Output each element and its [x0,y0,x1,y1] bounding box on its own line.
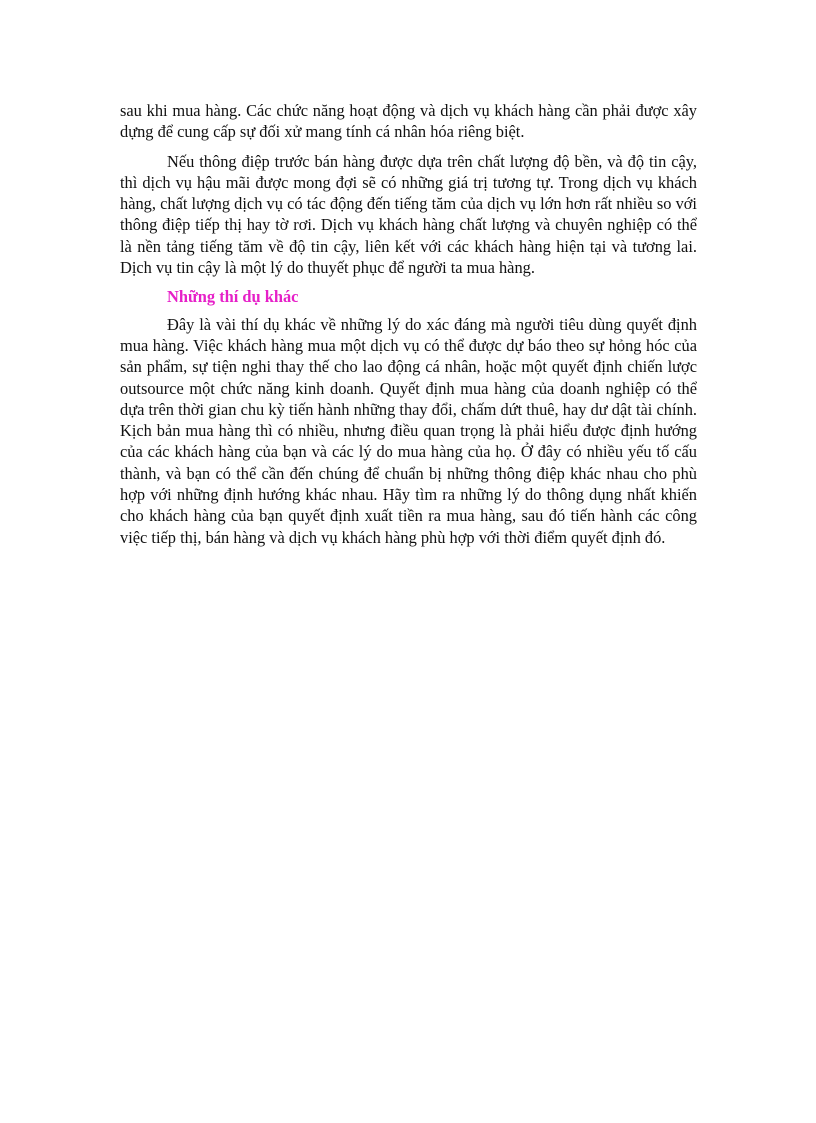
body-paragraph-other-examples: Đây là vài thí dụ khác về những lý do xác đáng mà người tiêu dùng quyết định mua hàng. Việc khách hàng mua một dịch vụ có thể được dự báo theo sự hỏng hóc của sản phẩm, sự tiện nghi thay thế cho lao động cá nhân, hoặc một quyết định chiến lược outsource một chức năng kinh doanh. Quyết định mua hàng của doanh nghiệp có thể dựa trên thời gian chu kỳ tiến hành những thay đổi, chấm dứt thuê, hay dư dật tài chính. Kịch bản mua hàng thì có nhiều, nhưng điều quan trọng là phải hiểu được định hướng của các khách hàng của bạn và các lý do mua hàng của họ. Ở đây có nhiều yếu tố cấu thành, và bạn có thể cần đến chúng để chuẩn bị những thông điệp khác nhau cho phù hợp với những định hướng khác nhau. Hãy tìm ra những lý do thông dụng nhất khiến cho khách hàng của bạn quyết định xuất tiền ra mua hàng, sau đó tiến hành các công việc tiếp thị, bán hàng và dịch vụ khách hàng phù hợp với thời điểm quyết định đó. [120,314,697,547]
body-paragraph-service-quality: Nếu thông điệp trước bán hàng được dựa trên chất lượng độ bền, và độ tin cậy, thì dịch vụ hậu mãi được mong đợi sẽ có những giá trị tương tự. Trong dịch vụ khách hàng, chất lượng dịch vụ có tác động đến tiếng tăm của dịch vụ lớn hơn rất nhiều so với thông điệp tiếp thị hay tờ rơi. Dịch vụ khách hàng chất lượng và chuyên nghiệp có thể là nền tảng tiếng tăm về độ tin cậy, liên kết với các khách hàng hiện tại và tương lai. Dịch vụ tin cậy là một lý do thuyết phục để người ta mua hàng. [120,151,697,278]
body-paragraph-continuation: sau khi mua hàng. Các chức năng hoạt động và dịch vụ khách hàng cần phải được xây dựng để cung cấp sự đối xử mang tính cá nhân hóa riêng biệt. [120,101,697,142]
document-page [120,100,697,556]
section-heading: Những thí dụ khác [167,287,299,307]
